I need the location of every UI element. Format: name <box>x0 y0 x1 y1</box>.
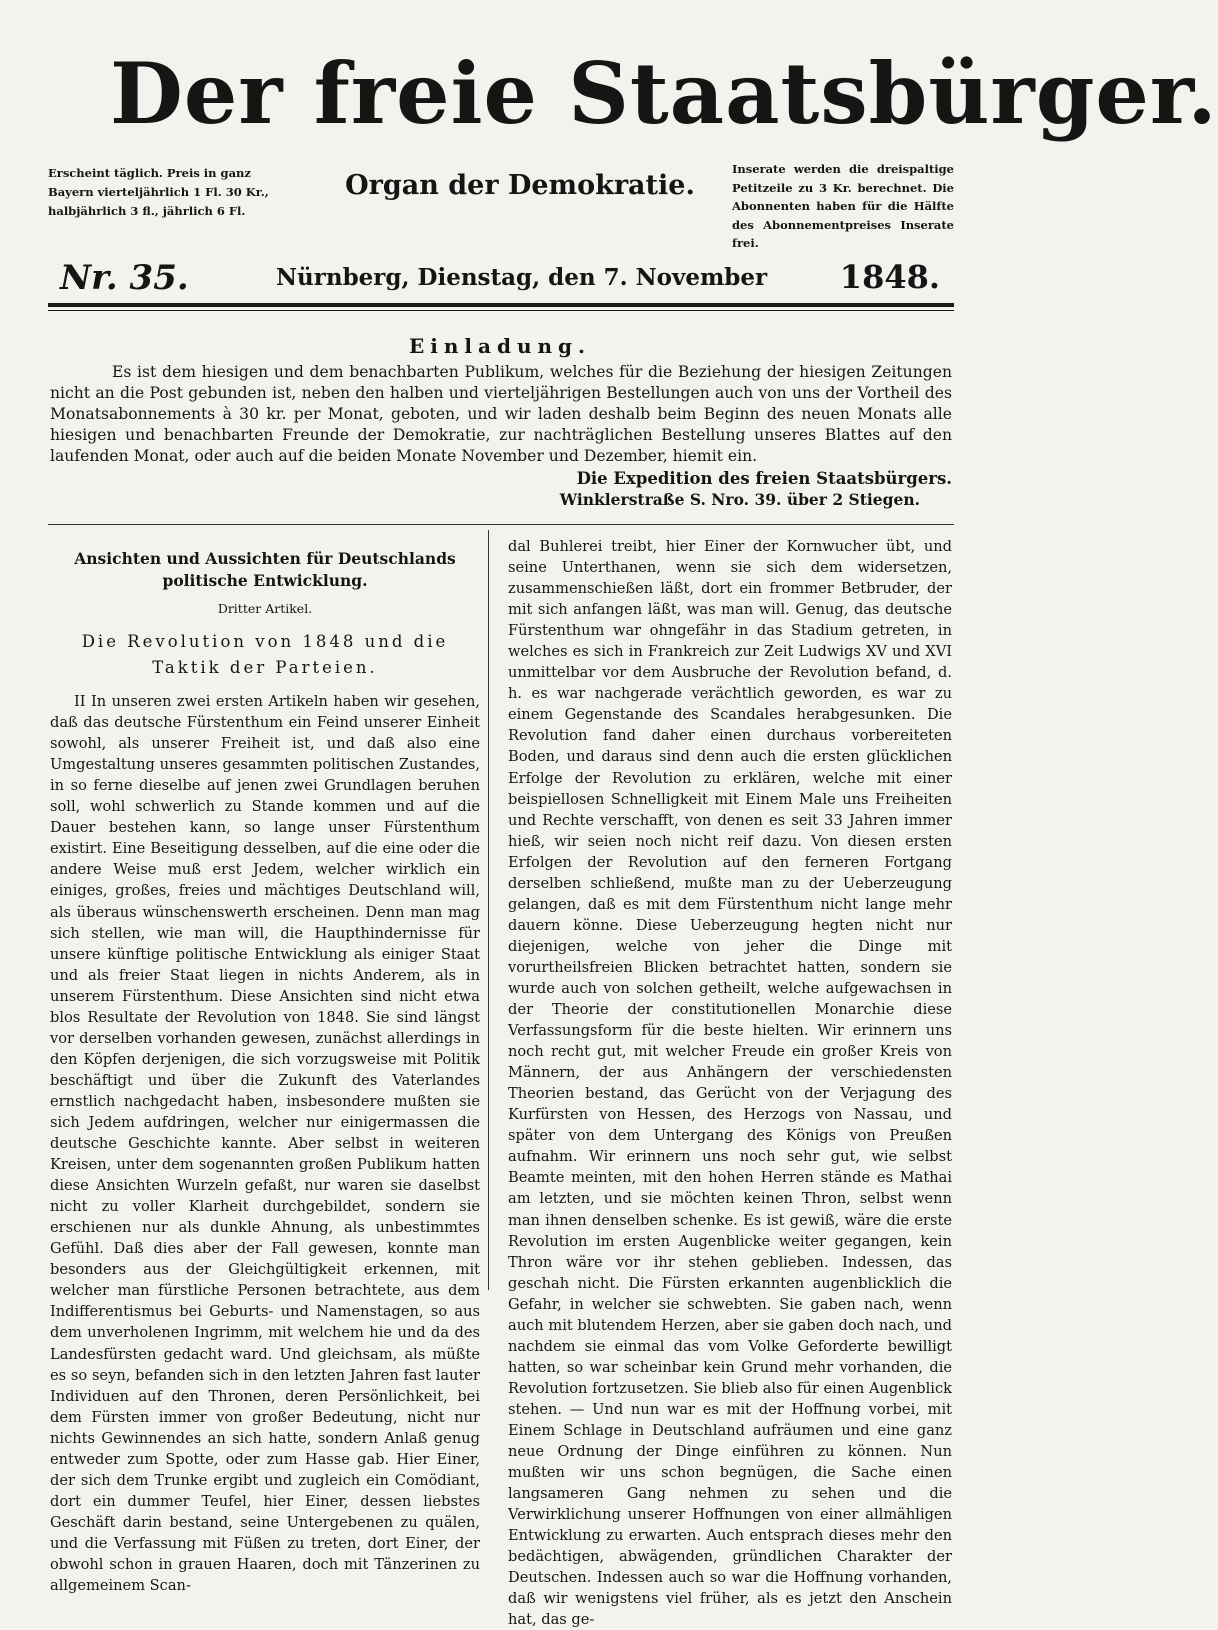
advertising-info: Inserate werden die dreispaltige Petitzeile zu 3 Kr. berechnet. Die Abonnenten haben für die Hälfte des Abonnementpreises Inserate frei. <box>732 162 954 250</box>
issue-year: 1848. <box>839 258 940 296</box>
masthead-rule-thin <box>48 310 954 311</box>
column-divider <box>488 530 489 1290</box>
issue-number: Nr. 35. <box>60 258 189 298</box>
invitation-body <box>50 362 952 467</box>
newspaper-title: Der freie Staatsbürger. <box>110 44 1218 143</box>
article-heading: Die Revolution von 1848 und die Taktik der Parteien. <box>81 632 449 678</box>
section-divider <box>48 524 954 525</box>
subscription-info: Erscheint täglich. Preis in ganz Bayern vierteljährlich 1 Fl. 30 Kr., halbjährlich 3 fl., jährlich 6 Fl. <box>48 166 269 218</box>
issue-line <box>48 258 954 300</box>
masthead-rule-thick <box>48 303 954 307</box>
invitation-address: Winklerstraße S. Nro. 39. über 2 Stiegen. <box>559 490 920 509</box>
article-title: Ansichten und Aussichten für Deutschlands politische Entwicklung. <box>74 549 456 590</box>
newspaper-subtitle: Organ der Demokratie. <box>345 170 695 201</box>
article-text-right: dal Buhlerei treibt, hier Einer der Kornwucher übt, und seine Unterthanen, wenn sie sich dem widersetzen, zusammenschießen läßt, dort ein frommer Betbruder, der mit sich anfangen läßt, was man will. Genug, das deutsche Fürstenthum war ohngefähr in das Stadium getreten, in welches es sich in Frankreich zur Zeit Ludwigs XV und XVI unmittelbar vor dem Ausbruche der Revolution befand, d. h. es war nachgerade verächtlich geworden, es war zu einem Gegenstande des Scandales herabgesunken. Die Revolution fand daher einen durchaus vorbereiteten Boden, und daraus sind denn auch die ersten glücklichen Erfolge der Revolution zu erklären, welche mit einer beispiellosen Schnelligkeit mit Einem Male uns Freiheiten und Rechte verschafft, von denen es seit 33 Jahren immer hieß, wir seien noch nicht reif dazu. Von diesen ersten Erfolgen der Revolution auf den ferneren Fortgang derselben schließend, mußte man zu der Ueberzeugung gelangen, daß es mit dem Fürstenthum nicht lange mehr dauern könne. Diese Ueberzeugung hegten nicht nur diejenigen, welche von jeher die Dinge mit vorurtheilsfreien Blicken betrachtet hatten, sondern sie wurde auch von solchen getheilt, welche aufgewachsen in der Theorie der constitutionellen Monarchie diese Verfassungsform für die beste hielten. Wir erinnern uns noch recht gut, mit welcher Freude ein großer Kreis von Männern, der aus Anhängern der verschiedensten Theorien bestand, das Gerücht von der Verjagung des Kurfürsten von Hessen, des Herzogs von Nassau, und später von dem Untergang des Königs von Preußen aufnahm. Wir erinnern uns noch sehr gut, wie selbst Beamte meinten, mit den hohen Herren stände es Mathai am letzten, und sie möchten keinen Thron, selbst wenn man ihnen denselben schenke. Es ist gewiß, wäre die erste Revolution im ersten Augenblicke weiter gegangen, kein Thron wäre vor ihr stehen geblieben. Indessen, das geschah nicht. Die Fürsten erkannten augenblicklich die Gefahr, in welcher sie schwebten. Sie gaben nach, wenn auch mit blutendem Herzen, aber sie gaben doch nach, und nachdem sie einmal das vom Volke Geforderte bewilligt hatten, so war scheinbar kein Grund mehr vorhanden, die Revolution fortzusetzen. Sie blieb also für einen Augenblick stehen. — Und nun war es mit der Hoffnung vorbei, mit Einem Schlage in Deutschland aufräumen und eine ganz neue Ordnung der Dinge einführen zu können. Nun mußten wir uns schon begnügen, die Sache einen langsameren Gang nehmen zu sehen und die Verwirklichung unserer Hoffnungen von einer allmähligen Entwicklung zu erwarten. Auch entsprach dieses mehr den bedächtigen, abwägenden, gründlichen Charakter der Deutschen. Indessen auch so war die Hoffnung vorhanden, daß wir wenigstens viel früher, als es jetzt den Anschein hat, das ge- <box>508 538 952 1629</box>
invitation-heading: Einladung. <box>409 334 591 358</box>
issue-place-date: Nürnberg, Dienstag, den 7. November <box>276 264 768 291</box>
article-column-left <box>50 548 480 1596</box>
invitation-text: Es ist dem hiesigen und dem benachbarten Publikum, welches für die Beziehung der hiesigen Zeitungen nicht an die Post gebunden ist, neben den halben und vierteljährigen Bestellungen auch von uns der Vortheil des Monatsabonnements à 30 kr. per Monat, geboten, und wir laden deshalb beim Beginn des neuen Monats alle hiesigen und benachbarten Freunde der Demokratie, zur nachträglichen Bestellung unseres Blattes auf den laufenden Monat, oder auch auf die beiden Monate November und Dezember, hiemit ein. <box>50 363 952 465</box>
article-text-left: II In unseren zwei ersten Artikeln haben wir gesehen, daß das deutsche Fürstenthum ein Feind unserer Einheit sowohl, als unserer Freiheit ist, und daß also eine Umgestaltung unseres gesammten politischen Zustandes, in so ferne dieselbe auf jenen zwei Grundlagen beruhen soll, wohl schwerlich zu Stande kommen und auf die Dauer bestehen kann, so lange unser Fürstenthum existirt. Eine Beseitigung desselben, auf die eine oder die andere Weise muß erst Jedem, welcher wirklich ein einiges, großes, freies und mächtiges Deutschland will, als überaus wünschenswerth erscheinen. Denn man mag sich stellen, wie man will, die Haupthindernisse für unsere künftige politische Entwicklung als einiger Staat und als freier Staat liegen in nichts Anderem, als in unserem Fürstenthum. Diese Ansichten sind nicht etwa blos Resultate der Revolution von 1848. Sie sind längst vor derselben vorhanden gewesen, zunächst allerdings in den Köpfen derjenigen, die sich vorzugsweise mit Politik beschäftigt und über die Zukunft des Vaterlandes ernstlich nachgedacht haben, insbesondere mußten sie sich Jedem aufdringen, welcher nur einigermassen die deutsche Geschichte kannte. Aber selbst in weiteren Kreisen, unter dem sogenannten großen Publikum hatten diese Ansichten Wurzeln gefaßt, nur waren sie daselbst nicht zu voller Klarheit durchgebildet, sondern sie erschienen nur als dunkle Ahnung, als unbestimmtes Gefühl. Daß dies aber der Fall gewesen, konnte man besonders aus der Gleichgültigkeit erkennen, mit welcher man fürstliche Personen betrachtete, aus dem Indifferentismus bei Geburts- und Namenstagen, so aus dem unverholenen Ingrimm, mit welchem hie und da des Landesfürsten gedacht ward. Und gleichsam, als müßte es so seyn, befanden sich in den letzten Jahren fast lauter Individuen auf den Thronen, deren Persönlichkeit, bei dem Fürsten immer von großer Bedeutung, nicht nur nichts Gewinnendes an sich hatte, sondern Anlaß genug entweder zum Spotte, oder zum Hasse gab. Hier Einer, der sich dem Trunke ergibt und zugleich ein Comödiant, dort ein dummer Teufel, hier Einer, dessen liebstes Geschäft darin bestand, seine Untergebenen zu quälen, und die Verfassung mit Füßen zu treten, dort Einer, der obwohl schon in grauen Haaren, doch mit Tänzerinen zu allgemeinem Scan- <box>50 693 480 1595</box>
article-series: Dritter Artikel. <box>217 601 313 616</box>
article-column-right <box>508 536 952 1630</box>
invitation-signature: Die Expedition des freien Staatsbürgers. <box>576 469 952 488</box>
